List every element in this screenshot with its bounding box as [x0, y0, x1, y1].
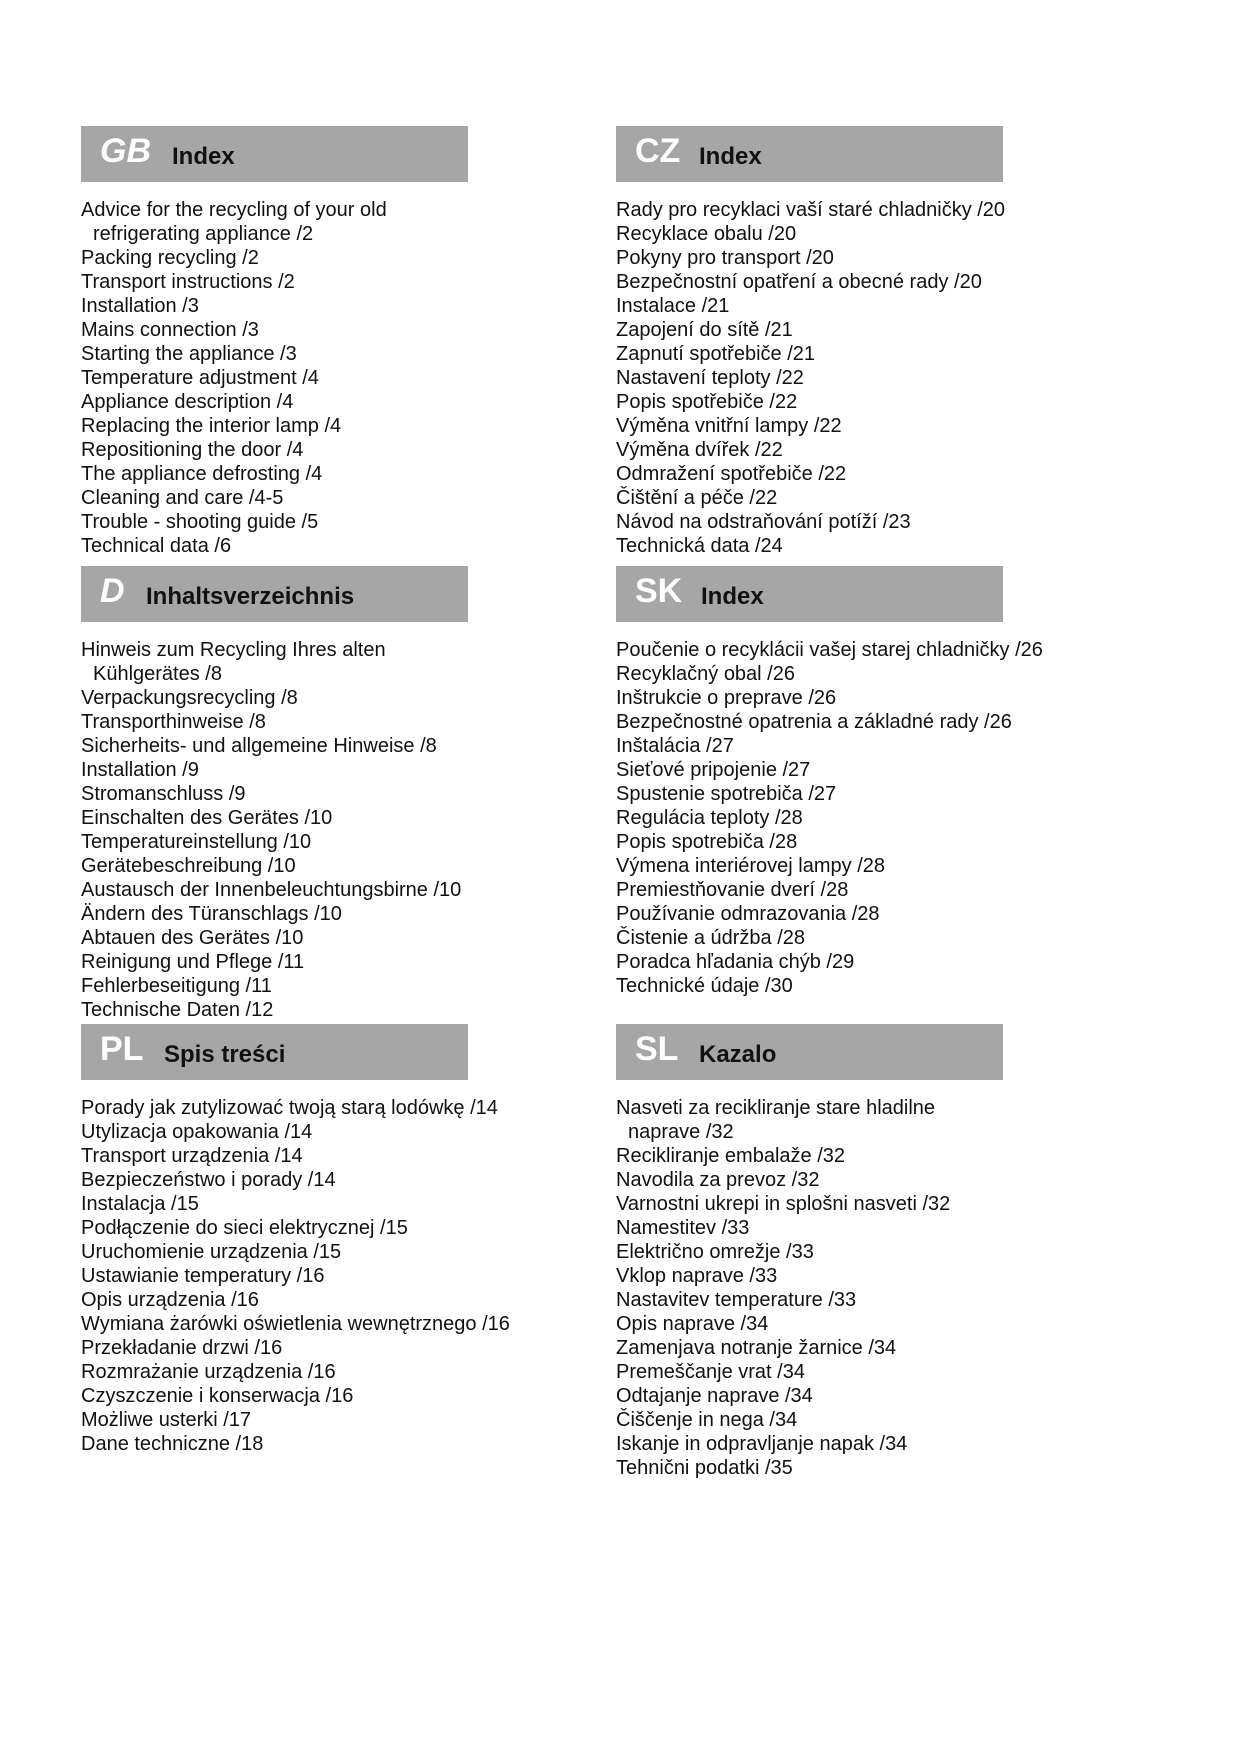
index-entry: Recyklace obalu /20 [616, 223, 797, 245]
index-entry: Utylizacja opakowania /14 [81, 1121, 313, 1143]
index-entry: Zamenjava notranje žarnice /34 [616, 1337, 897, 1359]
index-entry: Ustawianie temperatury /16 [81, 1265, 325, 1287]
language-code-sl: SL [635, 1030, 679, 1068]
index-entry: Czyszczenie i konserwacja /16 [81, 1385, 354, 1407]
language-code-sk: SK [635, 572, 683, 610]
index-entry: Namestitev /33 [616, 1217, 750, 1239]
index-entry: Appliance description /4 [81, 391, 294, 413]
index-entry: Opis naprave /34 [616, 1313, 769, 1335]
index-entry: Transport instructions /2 [81, 271, 295, 293]
index-entry-continuation: refrigerating appliance /2 [93, 223, 314, 245]
section-title-pl: Spis treści [164, 1041, 286, 1068]
index-entry: Stromanschluss /9 [81, 783, 246, 805]
index-entry: Električno omrežje /33 [616, 1241, 814, 1263]
index-entry: Technická data /24 [616, 535, 783, 557]
index-entry: Starting the appliance /3 [81, 343, 297, 365]
index-entry: Dane techniczne /18 [81, 1433, 264, 1455]
index-entry-continuation: Kühlgerätes /8 [93, 663, 222, 685]
index-entry: Bezpečnostní opatření a obecné rady /20 [616, 271, 982, 293]
index-entry: Instalacja /15 [81, 1193, 199, 1215]
section-d [81, 566, 501, 1022]
index-entry: Popis spotřebiče /22 [616, 391, 798, 413]
index-entry: Einschalten des Gerätes /10 [81, 807, 333, 829]
index-entry: Výměna vnitřní lampy /22 [616, 415, 842, 437]
index-entry: Technické údaje /30 [616, 975, 793, 997]
section-title-sk: Index [701, 583, 764, 610]
index-entry: The appliance defrosting /4 [81, 463, 323, 485]
index-entry: Tehnični podatki /35 [616, 1457, 793, 1479]
index-entry [81, 662, 501, 686]
index-entry: Navodila za prevoz /32 [616, 1169, 820, 1191]
index-entry: Technische Daten /12 [81, 999, 274, 1021]
index-entry: Temperatureinstellung /10 [81, 831, 312, 853]
index-entry: Premeščanje vrat /34 [616, 1361, 805, 1383]
section-header-d [81, 566, 468, 622]
index-entry: Ändern des Türanschlags /10 [81, 903, 342, 925]
index-entry: Cleaning and care /4-5 [81, 487, 284, 509]
index-entry: Przekładanie drzwi /16 [81, 1337, 283, 1359]
index-entry: Reinigung und Pflege /11 [81, 951, 305, 973]
index-entry: Popis spotrebiča /28 [616, 831, 798, 853]
index-entry: Nasveti za recikliranje stare hladilne [616, 1097, 936, 1119]
section-gb [81, 126, 501, 558]
index-entry: Podłączenie do sieci elektrycznej /15 [81, 1217, 408, 1239]
section-pl [81, 1024, 510, 1456]
index-entry: Technical data /6 [81, 535, 232, 557]
index-list-cz [616, 198, 1036, 558]
index-entry: Trouble - shooting guide /5 [81, 511, 319, 533]
index-entry: Pokyny pro transport /20 [616, 247, 834, 269]
index-entry: Recikliranje embalaže /32 [616, 1145, 846, 1167]
index-entry: Vklop naprave /33 [616, 1265, 778, 1287]
section-title-cz: Index [699, 143, 762, 170]
index-entry: Wymiana żarówki oświetlenia wewnętrznego /16 [81, 1313, 510, 1335]
index-list-sl [616, 1096, 1036, 1480]
section-header-cz [616, 126, 1003, 182]
index-entry: Iskanje in odpravljanje napak /34 [616, 1433, 908, 1455]
index-entry: Premiestňovanie dverí /28 [616, 879, 849, 901]
index-entry: Installation /3 [81, 295, 199, 317]
index-entry: Regulácia teploty /28 [616, 807, 803, 829]
index-entry: Zapojení do sítě /21 [616, 319, 793, 341]
section-header-sl [616, 1024, 1003, 1080]
index-entry: Porady jak zutylizować twoją starą lodówkę /14 [81, 1097, 498, 1119]
index-entry: Packing recycling /2 [81, 247, 259, 269]
index-entry: Spustenie spotrebiča /27 [616, 783, 837, 805]
index-entry: Používanie odmrazovania /28 [616, 903, 880, 925]
index-entry: Installation /9 [81, 759, 199, 781]
section-header-pl [81, 1024, 468, 1080]
section-cz [616, 126, 1036, 558]
language-code-gb: GB [100, 132, 151, 170]
index-entry: Mains connection /3 [81, 319, 259, 341]
section-title-d: Inhaltsverzeichnis [146, 583, 355, 610]
index-entry: Verpackungsrecycling /8 [81, 687, 298, 709]
language-code-cz: CZ [635, 132, 681, 170]
index-entry: Odmražení spotřebiče /22 [616, 463, 847, 485]
section-sl [616, 1024, 1036, 1480]
section-header-sk [616, 566, 1003, 622]
index-entry: Odtajanje naprave /34 [616, 1385, 813, 1407]
index-entry: Temperature adjustment /4 [81, 367, 319, 389]
index-entry: Čiščenje in nega /34 [616, 1409, 798, 1431]
index-entry: Bezpieczeństwo i porady /14 [81, 1169, 336, 1191]
section-title-gb: Index [172, 143, 235, 170]
index-entry: Výmena interiérovej lampy /28 [616, 855, 886, 877]
index-entry: Nastavitev temperature /33 [616, 1289, 857, 1311]
index-entry: Transport urządzenia /14 [81, 1145, 303, 1167]
index-entry: Uruchomienie urządzenia /15 [81, 1241, 342, 1263]
index-entry: Nastavení teploty /22 [616, 367, 804, 389]
index-entry: Výměna dvířek /22 [616, 439, 783, 461]
language-code-d: D [100, 572, 125, 610]
index-entry: Gerätebeschreibung /10 [81, 855, 296, 877]
index-entry: Instalace /21 [616, 295, 730, 317]
index-entry: Repositioning the door /4 [81, 439, 304, 461]
index-entry: Čistenie a údržba /28 [616, 927, 806, 949]
index-entry: Recyklačný obal /26 [616, 663, 795, 685]
index-entry: Sieťové pripojenie /27 [616, 759, 811, 781]
index-entry: Rady pro recyklaci vaší staré chladničky /20 [616, 199, 1006, 221]
index-entry: Bezpečnostné opatrenia a základné rady /26 [616, 711, 1012, 733]
index-entry: Poradca hľadania chýb /29 [616, 951, 855, 973]
index-entry: Inštalácia /27 [616, 735, 734, 757]
index-entry: Advice for the recycling of your old [81, 199, 387, 221]
index-entry [616, 1120, 1036, 1144]
section-header-gb [81, 126, 468, 182]
index-entry: Opis urządzenia /16 [81, 1289, 259, 1311]
index-entry: Varnostni ukrepi in splošni nasveti /32 [616, 1193, 951, 1215]
index-entry: Hinweis zum Recycling Ihres alten [81, 639, 386, 661]
index-entry: Poučenie o recyklácii vašej starej chladničky /26 [616, 639, 1043, 661]
index-entry: Abtauen des Gerätes /10 [81, 927, 304, 949]
index-list-d [81, 638, 501, 1022]
section-sk [616, 566, 1043, 998]
index-entry: Austausch der Innenbeleuchtungsbirne /10 [81, 879, 462, 901]
index-entry: Inštrukcie o preprave /26 [616, 687, 837, 709]
section-title-sl: Kazalo [699, 1041, 777, 1068]
index-entry: Fehlerbeseitigung /11 [81, 975, 272, 997]
index-entry-continuation: naprave /32 [628, 1121, 734, 1143]
index-list-pl [81, 1096, 510, 1456]
index-list-sk [616, 638, 1043, 998]
index-entry: Transporthinweise /8 [81, 711, 266, 733]
index-entry: Zapnutí spotřebiče /21 [616, 343, 816, 365]
index-entry: Sicherheits- und allgemeine Hinweise /8 [81, 735, 437, 757]
language-code-pl: PL [100, 1030, 144, 1068]
index-entry: Návod na odstraňování potíží /23 [616, 511, 911, 533]
index-list-gb [81, 198, 501, 558]
index-entry: Możliwe usterki /17 [81, 1409, 252, 1431]
index-entry: Rozmrażanie urządzenia /16 [81, 1361, 336, 1383]
index-entry: Čištění a péče /22 [616, 487, 778, 509]
index-entry [81, 222, 501, 246]
index-entry: Replacing the interior lamp /4 [81, 415, 342, 437]
